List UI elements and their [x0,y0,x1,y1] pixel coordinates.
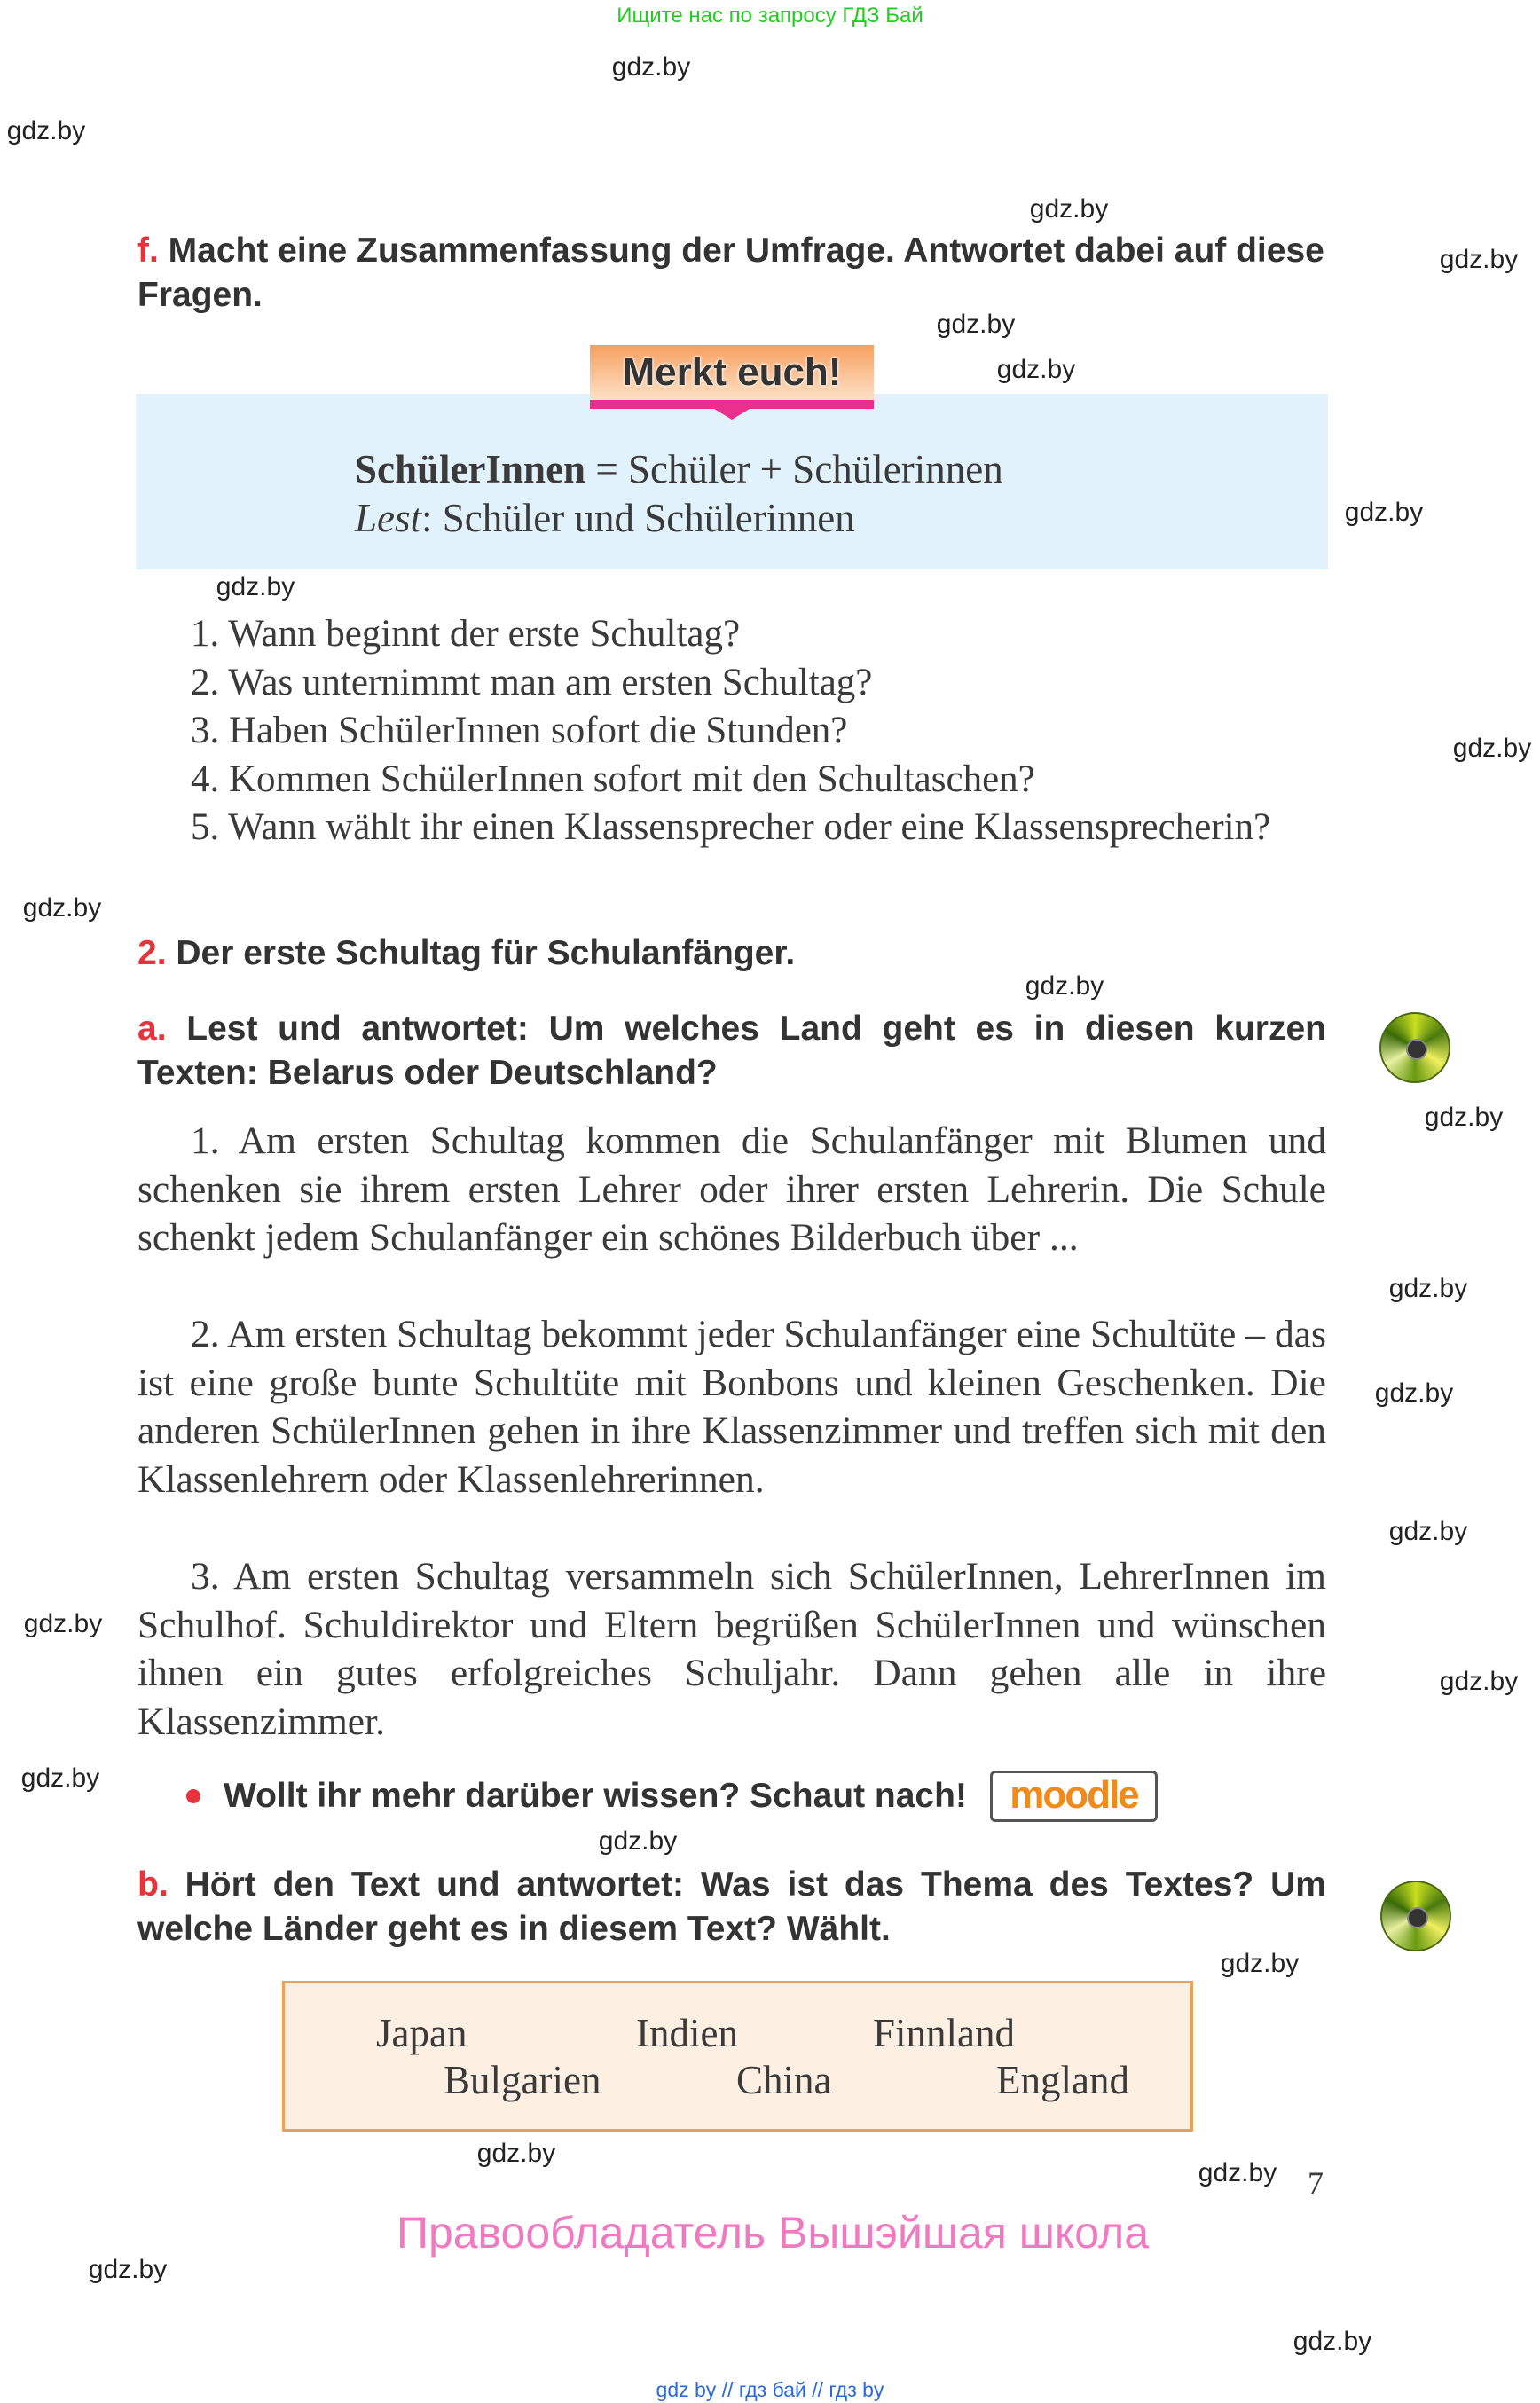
text-paragraph: 1. Am ersten Schultag kommen die Schulanfänger mit Blumen und schenken sie ihrem ersten Lehrer oder ihrer ersten Lehrerin. Die Schule schenkt jedem Schulanfänger ein schönes Bilderbuch über ... [138,1119,1326,1259]
text-paragraph: 3. Am ersten Schultag versammeln sich SchülerInnen, LehrerInnen im Schulhof. Schuldirektor und Eltern begrüßen SchülerInnen und wünschen ihnen ein gutes erfolgreiches Schuljahr. Dann gehen alle in ihre Klassenzimmer. [138,1555,1326,1743]
section-heading [138,931,795,976]
watermark: gdz.by [1029,194,1109,224]
audio-cd-icon[interactable] [1379,1012,1450,1083]
watermark: gdz.by [1452,734,1532,763]
more-info-row [186,1771,1158,1822]
watermark: gdz.by [6,116,86,145]
task-b [138,1863,1326,1951]
watermark: gdz.by [1344,498,1424,527]
country-option: Indien [636,2011,738,2055]
watermark: gdz.by [1388,1517,1468,1546]
watermark: gdz.by [996,355,1076,384]
country-option: China [736,2058,832,2102]
rule-read-label: Lest [355,496,422,540]
bullet-icon [186,1789,200,1803]
watermark: gdz.by [1025,971,1104,1001]
rule-term: SchülerInnen [355,447,586,491]
watermark: gdz.by [936,310,1016,339]
rule-line-1 [355,445,1003,493]
task-f [138,229,1326,318]
country-option: Japan [376,2011,468,2055]
watermark: gdz.by [88,2255,168,2284]
audio-cd-icon[interactable] [1380,1881,1451,1951]
watermark: gdz.by [1388,1274,1468,1303]
task-text: Hört den Text und antwortet: Was ist das Thema des Textes? Um welche Länder geht es in diesem Text? Wählt. [138,1865,1326,1948]
merkt-badge: Merkt euch! [590,345,874,409]
task-text: Lest und antwortet: Um welches Land geht es in diesen kurzen Texten: Belarus oder Deutschland? [138,1009,1326,1092]
country-option: England [996,2058,1129,2102]
section-number: 2. [138,934,167,972]
rule-definition: = Schüler + Schülerinnen [585,447,1003,491]
watermark: gdz.by [476,2139,556,2168]
copyright-notice: Правообладатель Вышэйшая школа [397,2208,1149,2258]
watermark: gdz.by [1439,245,1519,274]
more-info-text: Wollt ihr mehr darüber wissen? Schaut nach! [224,1777,967,1815]
question-item: 4. Kommen SchülerInnen sofort mit den Schultaschen? [191,758,1035,800]
question-item: 2. Was unternimmt man am ersten Schultag? [191,661,873,703]
search-hint: Ищите нас по запросу ГДЗ Бай [617,4,923,27]
footer-links[interactable]: gdz by // гдз бай // гдз by [656,2378,884,2401]
watermark: gdz.by [20,1763,100,1793]
watermark: gdz.by [1292,2327,1372,2356]
question-item: 1. Wann beginnt der erste Schultag? [191,613,741,655]
page-number: 7 [1308,2165,1324,2201]
watermark: gdz.by [1198,2158,1277,2187]
rule-reading: : Schüler und Schülerinnen [421,496,855,540]
task-letter: f. [138,232,159,270]
watermark: gdz.by [22,893,102,923]
watermark: gdz.by [1220,1949,1300,1978]
watermark: gdz.by [611,52,691,82]
watermark: gdz.by [1439,1667,1519,1696]
question-list [138,610,1326,852]
watermark: gdz.by [23,1609,103,1638]
section-title: Der erste Schultag für Schulanfänger. [176,934,796,972]
question-item: 5. Wann wählt ihr einen Klassensprecher oder eine Klassensprecherin? [191,806,1271,848]
watermark: gdz.by [1424,1103,1504,1132]
country-option: Finnland [873,2011,1016,2055]
question-item: 3. Haben SchülerInnen sofort die Stunden? [191,710,848,751]
moodle-logo-link[interactable]: moodle [990,1771,1158,1822]
task-text: Macht eine Zusammenfassung der Umfrage. Antwortet dabei auf diese Fragen. [138,232,1324,314]
task-letter: b. [138,1865,169,1904]
task-a [138,1007,1326,1095]
text-paragraph: 2. Am ersten Schultag bekommt jeder Schulanfänger eine Schultüte – das ist eine große bunte Schultüte mit Bonbons und kleinen Geschenken. Die anderen SchülerInnen gehen in ihre Klassenzimmer und treffen sich mit den Klassenlehrern oder Klassenlehrerinnen. [138,1313,1326,1501]
task-letter: a. [138,1009,167,1048]
country-option: Bulgarien [444,2058,601,2102]
watermark: gdz.by [1374,1378,1454,1408]
rule-line-2 [355,494,855,542]
watermark: gdz.by [598,1826,678,1856]
watermark: gdz.by [216,572,295,601]
